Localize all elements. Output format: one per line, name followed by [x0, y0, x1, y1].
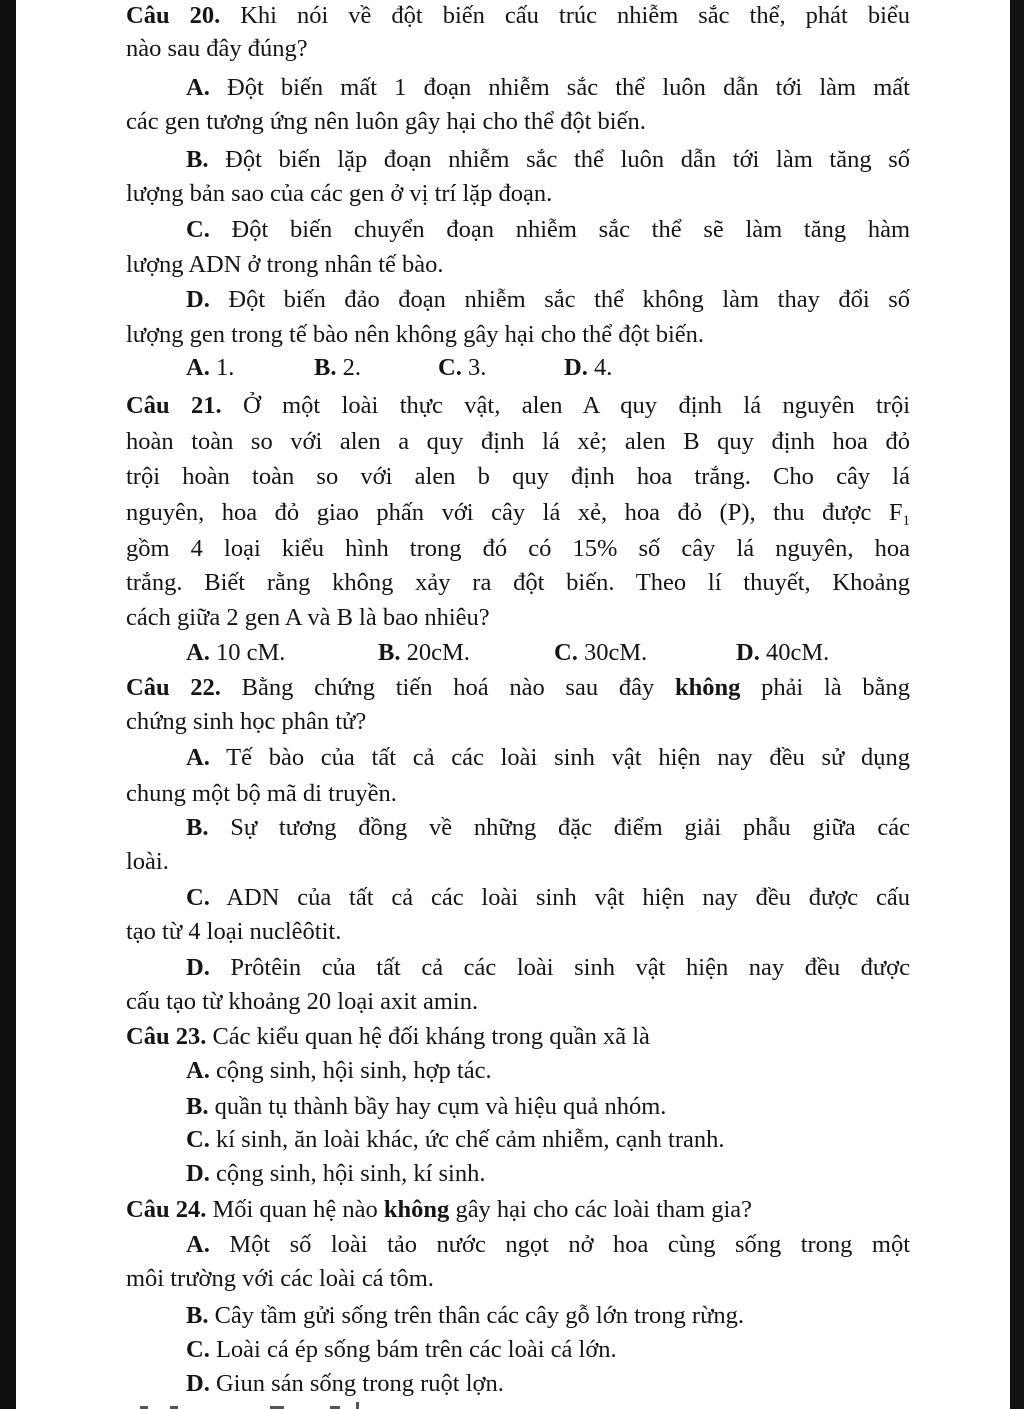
- exam-page: [126, 0, 910, 1409]
- q20-label: Câu 20.: [126, 2, 221, 29]
- q20-option-a-cont: các gen tương ứng nên luôn gây hại cho thể đột biến.: [126, 108, 646, 135]
- q20-stem-line-1: Câu 20. Khi nói về đột biến cấu trúc nhiễm sắc thể, phát biểu: [126, 2, 910, 29]
- q20-stem-line-2: nào sau đây đúng?: [126, 35, 308, 62]
- q20-option-b-cont: lượng bản sao của các gen ở vị trí lặp đoạn.: [126, 180, 553, 207]
- cut-off-glyph: [356, 1402, 359, 1409]
- q24-label: Câu 24.: [126, 1196, 207, 1223]
- right-dark-edge: [1010, 0, 1024, 1409]
- q20-option-c: C. Đột biến chuyển đoạn nhiễm sắc thể sẽ làm tăng hàm: [186, 216, 910, 243]
- left-dark-edge: [0, 0, 16, 1409]
- q20-answer-a: A. 1.: [186, 354, 235, 381]
- q21-stem-line-6: trắng. Biết rằng không xảy ra đột biến. Theo lí thuyết, Khoảng: [126, 569, 910, 596]
- cut-off-next-line: [20, 1400, 1010, 1409]
- q21-answer-a: A. 10 cM.: [186, 639, 286, 666]
- q20-option-b: B. Đột biến lặp đoạn nhiễm sắc thể luôn dẫn tới làm tăng số: [186, 146, 910, 173]
- q20-option-c-cont: lượng ADN ở trong nhân tế bào.: [126, 251, 444, 278]
- q21-stem-line-5: gồm 4 loại kiểu hình trong đó có 15% số cây lá nguyên, hoa: [126, 535, 910, 562]
- q22-option-a-cont: chung một bộ mã di truyền.: [126, 780, 397, 807]
- q20-answer-b: B. 2.: [314, 354, 361, 381]
- q21-answer-b: B. 20cM.: [378, 639, 470, 666]
- q22-option-b-cont: loài.: [126, 848, 169, 875]
- q21-stem-line-7: cách giữa 2 gen A và B là bao nhiêu?: [126, 604, 490, 631]
- q22-option-d: D. Prôtêin của tất cả các loài sinh vật hiện nay đều được: [186, 954, 910, 981]
- q24-option-c: C. Loài cá ép sống bám trên các loài cá lớn.: [186, 1336, 617, 1363]
- q22-stem-line-2: chứng sinh học phân tử?: [126, 708, 367, 735]
- q21-answer-c: C. 30cM.: [554, 639, 648, 666]
- q23-stem: Câu 23. Các kiểu quan hệ đối kháng trong quần xã là: [126, 1023, 650, 1050]
- subscript-1: 1: [902, 513, 910, 529]
- q24-option-d: D. Giun sán sống trong ruột lợn.: [186, 1370, 504, 1397]
- q20-answer-d: D. 4.: [564, 354, 613, 381]
- q22-option-a: A. Tế bào của tất cả các loài sinh vật hiện nay đều sử dụng: [186, 744, 910, 771]
- q23-option-d: D. cộng sinh, hội sinh, kí sinh.: [186, 1160, 486, 1187]
- q22-option-d-cont: cấu tạo từ khoảng 20 loại axit amin.: [126, 988, 479, 1015]
- q21-stem-line-2: hoàn toàn so với alen a quy định lá xẻ; alen B quy định hoa đỏ: [126, 428, 910, 455]
- q20-option-d-cont: lượng gen trong tế bào nên không gây hại cho thể đột biến.: [126, 321, 705, 348]
- q23-label: Câu 23.: [126, 1023, 207, 1050]
- q24-option-a-cont: môi trường với các loài cá tôm.: [126, 1265, 434, 1292]
- q24-option-a: A. Một số loài tảo nước ngọt nở hoa cùng sống trong một: [186, 1231, 911, 1258]
- q20-option-a: A. Đột biến mất 1 đoạn nhiễm sắc thể luôn dẫn tới làm mất: [186, 74, 910, 101]
- q22-option-c: C. ADN của tất cả các loài sinh vật hiện nay đều được cấu: [186, 884, 910, 911]
- q24-stem: Câu 24. Mối quan hệ nào không gây hại cho các loài tham gia?: [126, 1196, 753, 1223]
- q21-stem-line-3: trội hoàn toàn so với alen b quy định hoa trắng. Cho cây lá: [126, 463, 910, 490]
- q23-option-a: A. cộng sinh, hội sinh, hợp tác.: [186, 1057, 492, 1084]
- q22-label: Câu 22.: [126, 674, 221, 701]
- q24-option-b: B. Cây tầm gửi sống trên thân các cây gỗ lớn trong rừng.: [186, 1302, 744, 1329]
- q22-option-c-cont: tạo từ 4 loại nuclêôtit.: [126, 918, 342, 945]
- q21-stem-line-1: Câu 21. Ở một loài thực vật, alen A quy định lá nguyên trội: [126, 392, 910, 419]
- q22-stem-line-1: Câu 22. Bằng chứng tiến hoá nào sau đây không phải là bằng: [126, 674, 911, 701]
- q23-option-c: C. kí sinh, ăn loài khác, ức chế cảm nhiễm, cạnh tranh.: [186, 1126, 725, 1153]
- q21-answer-d: D. 40cM.: [736, 639, 830, 666]
- q21-label: Câu 21.: [126, 392, 222, 419]
- q21-stem-line-4: nguyên, hoa đỏ giao phấn với cây lá xẻ, hoa đỏ (P), thu được $F_1$: [126, 499, 910, 529]
- q20-answer-c: C. 3.: [438, 354, 487, 381]
- q22-option-b: B. Sự tương đồng về những đặc điểm giải phẫu giữa các: [186, 814, 911, 841]
- q20-option-d: D. Đột biến đảo đoạn nhiễm sắc thể không làm thay đổi số: [186, 286, 910, 313]
- q23-option-b: B. quần tụ thành bầy hay cụm và hiệu quả nhóm.: [186, 1093, 667, 1120]
